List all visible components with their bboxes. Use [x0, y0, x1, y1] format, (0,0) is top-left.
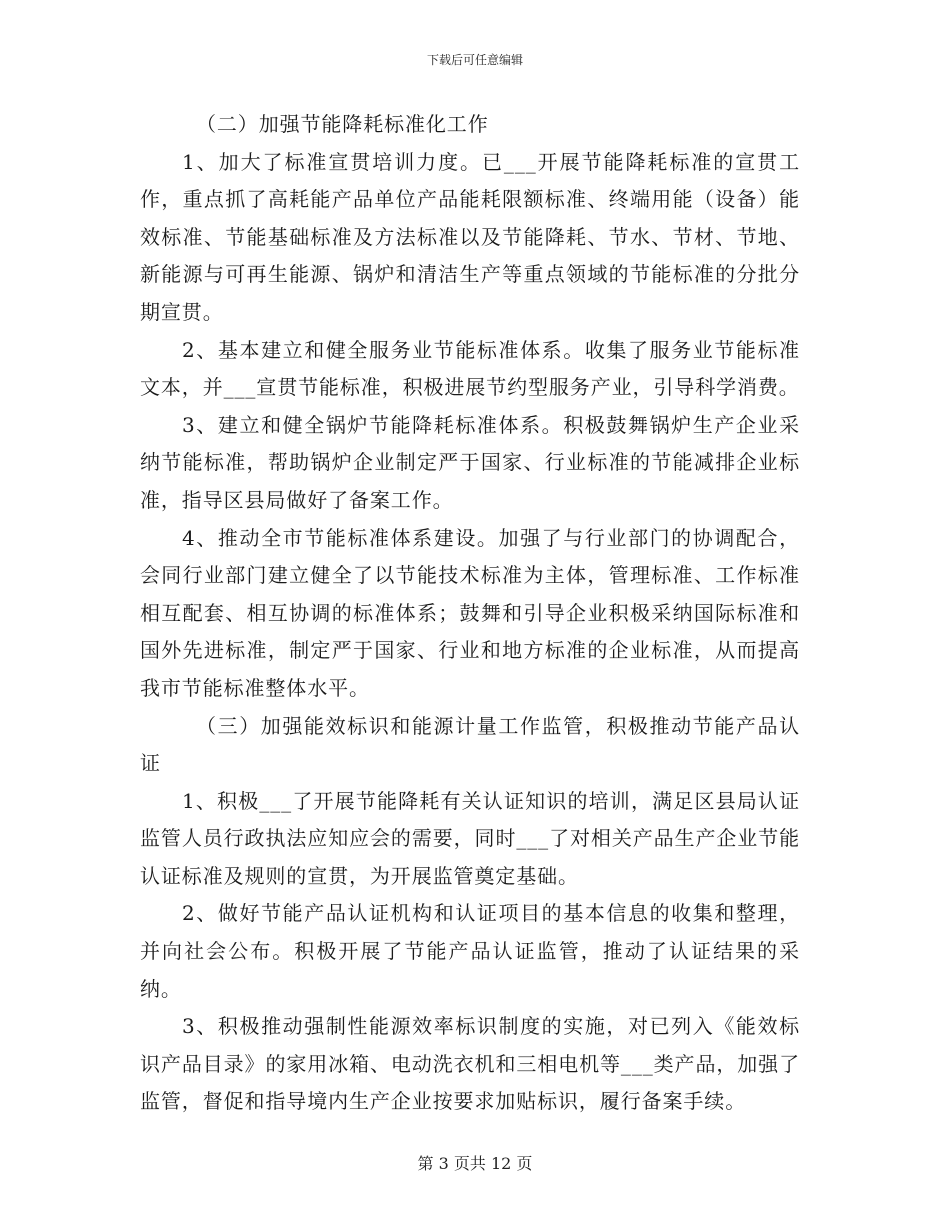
page-header: 下载后可任意编辑	[426, 53, 523, 67]
document-body	[140, 106, 800, 1121]
paragraph-2-1: 1、加大了标准宣贯培训力度。已___开展节能降耗标准的宣贯工作，重点抓了高耗能产品单位产品能耗限额标准、终端用能（设备）能效标准、节能基础标准及方法标准以及节能降耗、节水、节材、节地、新能源与可再生能源、锅炉和清洁生产等重点领域的节能标准的分批分期宣贯。	[140, 149, 800, 324]
page-footer: 第 3 页共 12 页	[417, 1154, 533, 1173]
paragraph-3-3: 3、积极推动强制性能源效率标识制度的实施，对已列入《能效标识产品目录》的家用冰箱、电动洗衣机和三相电机等___类产品，加强了监管，督促和指导境内生产企业按要求加贴标识，履行备案手续。	[140, 1014, 800, 1114]
paragraph-2-3: 3、建立和健全锅炉节能降耗标准体系。积极鼓舞锅炉生产企业采纳节能标准，帮助锅炉企业制定严于国家、行业标准的节能减排企业标准，指导区县局做好了备案工作。	[140, 412, 800, 512]
section-heading-3: （三）加强能效标识和能源计量工作监管，积极推动节能产品认证	[140, 713, 800, 776]
paragraph-3-1: 1、积极___了开展节能降耗有关认证知识的培训，满足区县局认证监管人员行政执法应知应会的需要，同时___了对相关产品生产企业节能认证标准及规则的宣贯，为开展监管奠定基础。	[140, 788, 800, 888]
paragraph-3-2: 2、做好节能产品认证机构和认证项目的基本信息的收集和整理，并向社会公布。积极开展了节能产品认证监管，推动了认证结果的采纳。	[140, 901, 800, 1001]
paragraph-2-4: 4、推动全市节能标准体系建设。加强了与行业部门的协调配合，会同行业部门建立健全了以节能技术标准为主体，管理标准、工作标准相互配套、相互协调的标准体系；鼓舞和引导企业积极采纳国际标准和国外先进标准，制定严于国家、行业和地方标准的企业标准，从而提高我市节能标准整体水平。	[140, 525, 800, 700]
paragraph-2-2: 2、基本建立和健全服务业节能标准体系。收集了服务业节能标准文本，并___宣贯节能标准，积极进展节约型服务产业，引导科学消费。	[140, 337, 800, 400]
section-heading-2: （二）加强节能降耗标准化工作	[196, 112, 489, 136]
